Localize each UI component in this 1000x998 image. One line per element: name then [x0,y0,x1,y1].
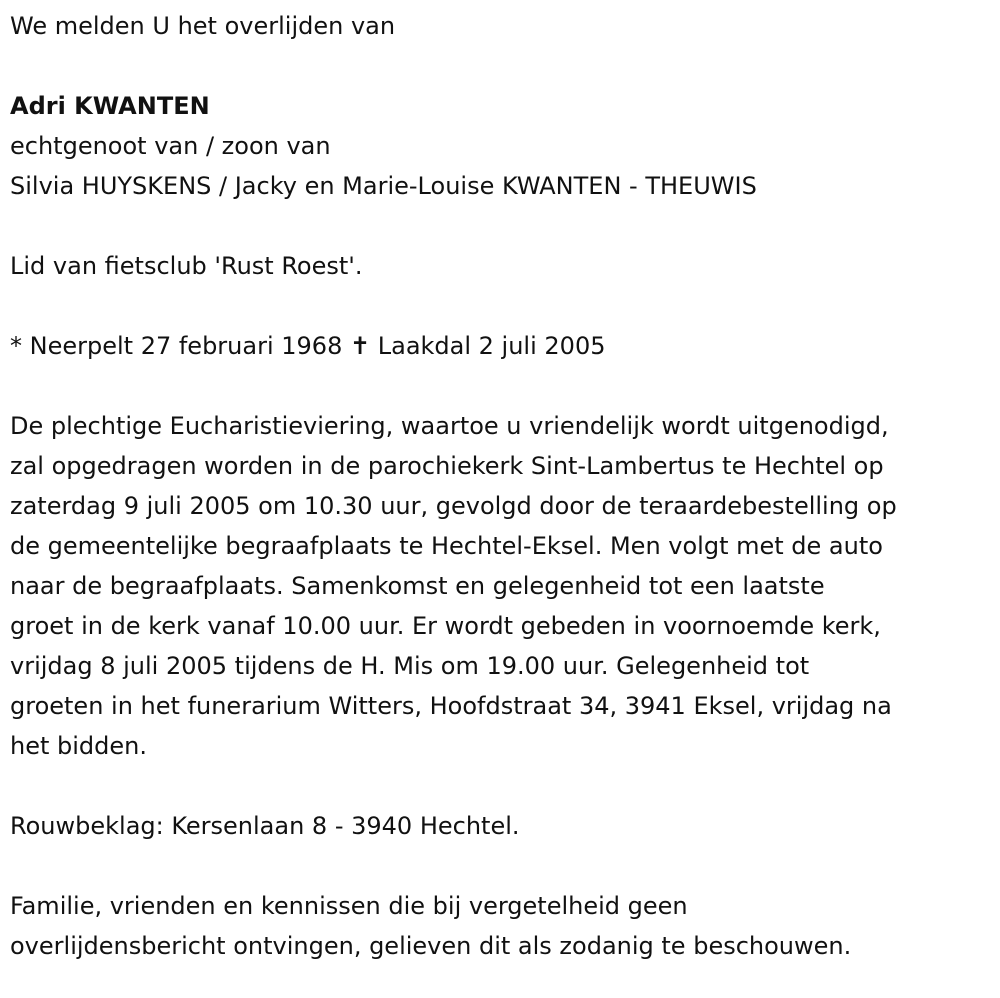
deceased-name: Adri KWANTEN [10,92,210,120]
ceremony-line: zal opgedragen worden in de parochiekerk Sint-Lambertus te Hechtel op [10,452,884,480]
ceremony-line: het bidden. [10,732,147,760]
spacer [10,366,995,406]
membership-text: Lid van fietsclub 'Rust Roest'. [10,252,363,280]
spacer [10,46,995,86]
closing-line: overlijdensbericht ontvingen, gelieven dit als zodanig te beschouwen. [10,932,852,960]
dates-line [10,326,995,366]
spacer [10,286,995,326]
closing-paragraph [10,886,995,966]
relation-text: echtgenoot van / zoon van [10,132,331,160]
intro-text: We melden U het overlijden van [10,12,396,40]
birth-text: * Neerpelt 27 februari 1968 [10,332,343,360]
ceremony-line: naar de begraafplaats. Samenkomst en gelegenheid tot een laatste [10,572,825,600]
spacer [10,846,995,886]
ceremony-line: groet in de kerk vanaf 10.00 uur. Er wordt gebeden in voornoemde kerk, [10,612,881,640]
ceremony-line: de gemeentelijke begraafplaats te Hechtel-Eksel. Men volgt met de auto [10,532,883,560]
ceremony-line: De plechtige Eucharistieviering, waartoe u vriendelijk wordt uitgenodigd, [10,412,889,440]
death-text: Laakdal 2 juli 2005 [377,332,606,360]
death-notice [10,6,995,966]
spacer [10,766,995,806]
cross-icon: ✝ [349,332,371,360]
ceremony-line: groeten in het funerarium Witters, Hoofdstraat 34, 3941 Eksel, vrijdag na [10,692,892,720]
ceremony-line: vrijdag 8 juli 2005 tijdens de H. Mis om 19.00 uur. Gelegenheid tot [10,652,810,680]
spacer [10,206,995,246]
ceremony-line: zaterdag 9 juli 2005 om 10.30 uur, gevolgd door de teraardebestelling op [10,492,897,520]
relatives-text: Silvia HUYSKENS / Jacky en Marie-Louise KWANTEN - THEUWIS [10,172,757,200]
condolence-address: Rouwbeklag: Kersenlaan 8 - 3940 Hechtel. [10,812,520,840]
closing-line: Familie, vrienden en kennissen die bij vergetelheid geen [10,892,688,920]
ceremony-paragraph [10,406,995,766]
